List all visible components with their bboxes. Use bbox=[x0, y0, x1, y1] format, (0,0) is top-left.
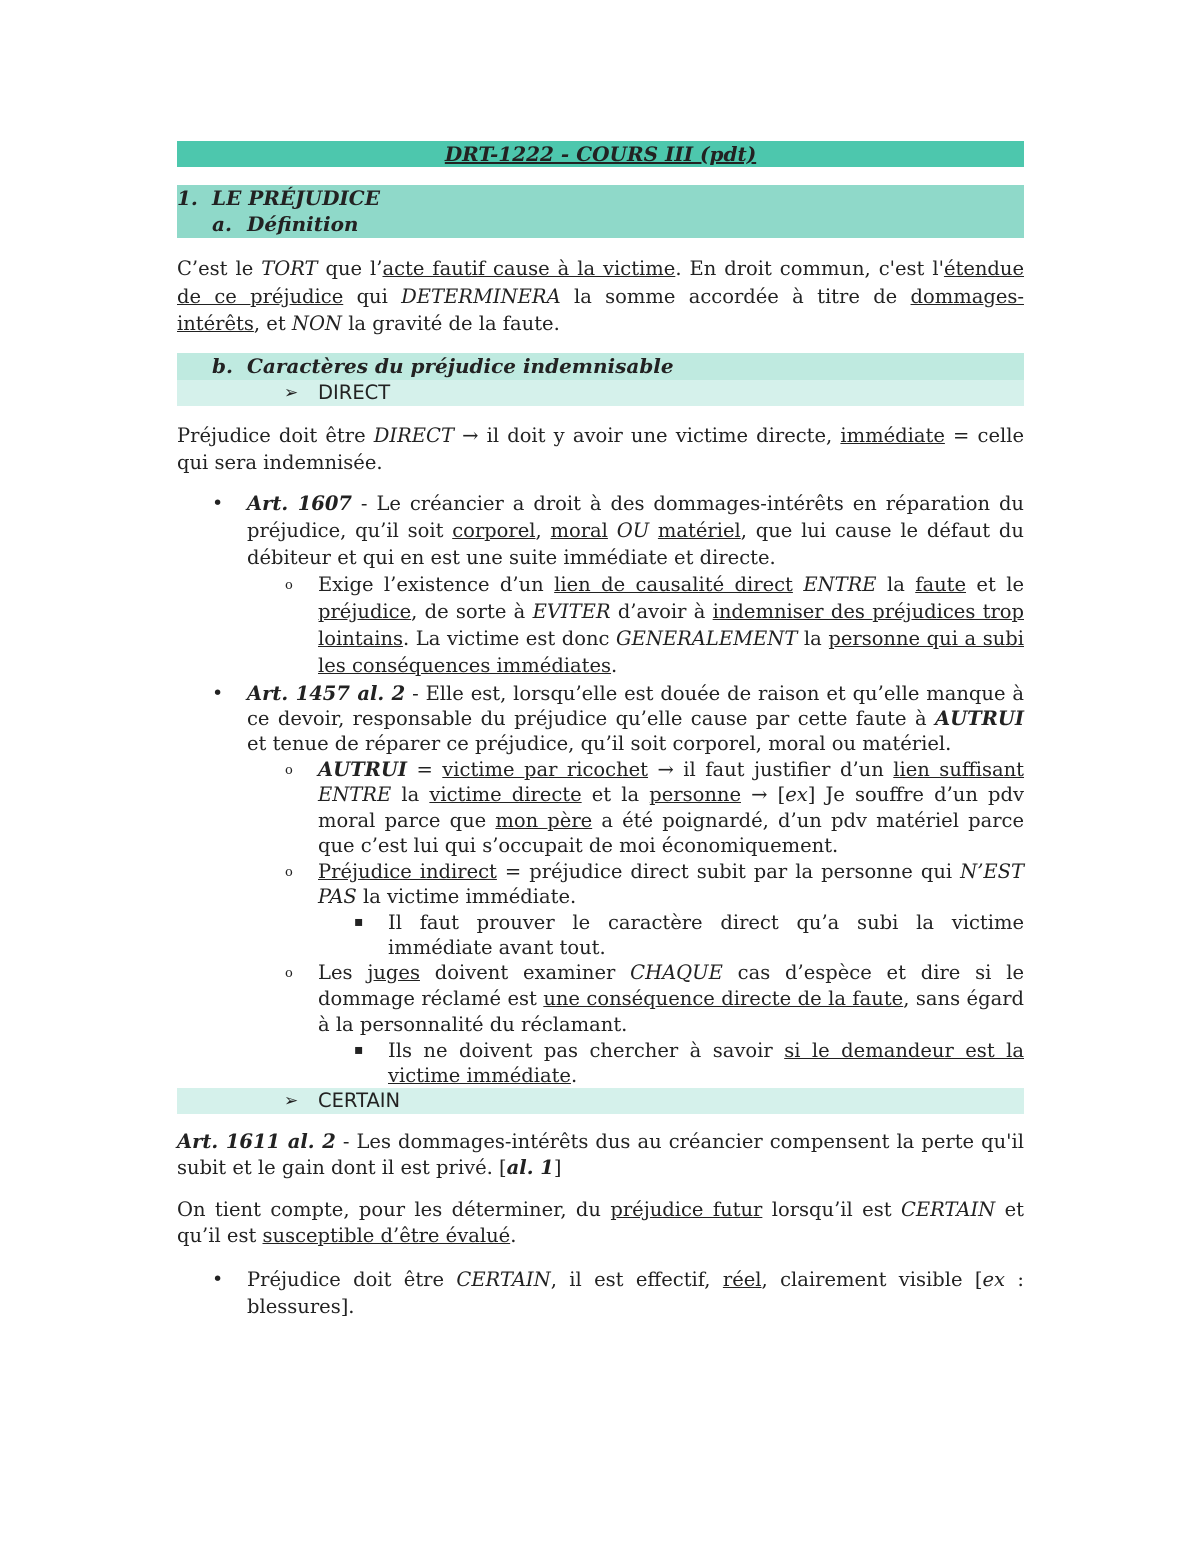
text-run: la victime immédiate. bbox=[356, 885, 577, 908]
arrow-item-label: DIRECT bbox=[318, 380, 391, 404]
text-run: ex bbox=[785, 783, 808, 806]
text-run: la gravité de la faute. bbox=[342, 312, 560, 335]
heading-1-number: 1. bbox=[177, 186, 198, 210]
arrowhead-icon: ➢ bbox=[284, 1090, 299, 1111]
arrow-item-certain bbox=[177, 1088, 1024, 1114]
square-bullet-icon: ▪ bbox=[354, 913, 364, 930]
text-run: AUTRUI bbox=[318, 757, 407, 781]
text-run: al. 1 bbox=[506, 1155, 554, 1179]
text-run: susceptible d’être évalué bbox=[262, 1223, 511, 1247]
text-run: → [ bbox=[740, 783, 786, 806]
text-run: la bbox=[797, 626, 829, 650]
text-run: , bbox=[535, 518, 551, 542]
text-run: la somme accordée à titre de bbox=[560, 284, 911, 308]
text-run: et tenue de réparer ce préjudice, qu’il soit corporel, moral ou matériel. bbox=[247, 731, 952, 755]
heading-2-label: b. bbox=[212, 353, 233, 378]
text-run: Art. 1611 al. 2 bbox=[177, 1129, 336, 1153]
bullet-art-1607 bbox=[177, 490, 1024, 571]
text-run: . bbox=[510, 1223, 517, 1247]
text-run: Il faut prouver le caractère direct qu’a subi la victime immédiate avant tout. bbox=[388, 910, 1024, 959]
text-run: , sans égard à la personnalité du réclamant. bbox=[318, 986, 1024, 1036]
text-run: doivent examiner bbox=[419, 960, 631, 984]
text-run: juges bbox=[367, 960, 420, 984]
text-run: lien de causalité direct bbox=[554, 572, 793, 596]
text-run: la bbox=[391, 783, 430, 806]
document-page bbox=[177, 141, 1024, 1320]
text-run: si le demandeur est la victime immédiate bbox=[388, 1038, 1024, 1087]
text-run: ] Je souffre d’un pdv moral parce que bbox=[318, 783, 1024, 832]
direct-paragraph bbox=[177, 422, 1024, 477]
definition-paragraph bbox=[177, 255, 1024, 338]
text-run: N’EST PAS bbox=[318, 859, 1024, 908]
text-run: et le bbox=[966, 572, 1024, 596]
text-run: : blessures]. bbox=[247, 1267, 1024, 1318]
heading-2-text: Caractères du préjudice indemnisable bbox=[247, 353, 674, 378]
text-run: Ils ne doivent pas chercher à savoir bbox=[388, 1038, 785, 1062]
text-run: mon père bbox=[495, 808, 593, 832]
art-1611-paragraph bbox=[177, 1129, 1024, 1181]
text-run: OU bbox=[607, 518, 658, 542]
text-run: , il est effectif, bbox=[550, 1267, 723, 1291]
text-run: . La victime est donc bbox=[403, 626, 617, 650]
text-run: la bbox=[876, 572, 916, 596]
text-run: Préjudice doit être bbox=[247, 1267, 457, 1291]
text-run: préjudice futur bbox=[610, 1197, 763, 1221]
text-run: lien suffisant bbox=[893, 757, 1024, 781]
text-run: , de sorte à bbox=[411, 599, 533, 623]
text-run: réel bbox=[722, 1267, 762, 1291]
text-run: d’avoir à bbox=[610, 599, 713, 623]
heading-1-text: LE PRÉJUDICE bbox=[212, 186, 380, 210]
text-run: Art. 1607 bbox=[247, 491, 352, 515]
text-run: . En droit commun, c'est l' bbox=[675, 257, 944, 280]
sub-item-juges bbox=[177, 960, 1024, 1038]
circle-bullet-icon: o bbox=[285, 762, 293, 778]
text-run: - Elle est, lorsqu’elle est douée de raison et qu’elle manque à ce devoir, responsable du préjudice qu’elle cause par cette faute à bbox=[247, 681, 1024, 730]
circle-bullet-icon: o bbox=[285, 864, 293, 880]
heading-2-label: a. bbox=[212, 212, 232, 236]
text-run: . bbox=[611, 653, 618, 677]
text-run: Exige l’existence d’un bbox=[318, 572, 555, 596]
text-run: DETERMINERA bbox=[401, 284, 561, 308]
bullet-icon: • bbox=[212, 681, 224, 704]
text-run: qui bbox=[343, 284, 402, 308]
text-run: CERTAIN bbox=[900, 1197, 996, 1221]
text-run: = préjudice direct subit par la personne qui bbox=[496, 859, 961, 883]
text-run: lorsqu’il est bbox=[762, 1197, 901, 1221]
text-run: a été poignardé, d’un pdv matériel parce que c’est lui qui s’occupait de moi économiquement. bbox=[318, 808, 1025, 857]
text-run: CERTAIN bbox=[456, 1267, 551, 1291]
text-run: ENTRE bbox=[792, 572, 877, 596]
text-run: GENERALEMENT bbox=[616, 626, 798, 650]
text-run: personne bbox=[649, 783, 741, 806]
bullet-certain bbox=[177, 1266, 1024, 1320]
text-run: ex bbox=[982, 1267, 1006, 1291]
text-run: et la bbox=[581, 783, 650, 806]
sub-sub-item-prouver bbox=[177, 910, 1024, 960]
text-run: EVITER bbox=[532, 599, 611, 623]
text-run: On tient compte, pour les déterminer, du bbox=[177, 1197, 611, 1221]
text-run: que l’ bbox=[317, 257, 383, 280]
text-run: personne qui a subi les conséquences immédiates bbox=[318, 626, 1024, 677]
sub-item-autrui bbox=[177, 757, 1024, 859]
text-run: Préjudice doit être bbox=[177, 423, 374, 447]
text-run: C’est le bbox=[177, 257, 262, 280]
sub-sub-item-chercher bbox=[177, 1038, 1024, 1088]
text-run: matériel bbox=[657, 518, 741, 542]
text-run: . bbox=[570, 1063, 578, 1087]
text-run: ENTRE bbox=[318, 783, 392, 806]
circle-bullet-icon: o bbox=[285, 965, 293, 981]
bullet-icon: • bbox=[212, 491, 224, 514]
arrow-item-label: CERTAIN bbox=[318, 1088, 401, 1112]
text-run: victime par ricochet bbox=[442, 757, 649, 781]
futur-paragraph bbox=[177, 1197, 1024, 1249]
text-run: = celle qui sera indemnisée. bbox=[177, 423, 1024, 474]
bullet-art-1457 bbox=[177, 681, 1024, 756]
heading-2-text: Définition bbox=[247, 212, 359, 236]
text-run: moral bbox=[550, 518, 608, 542]
text-run: , clairement visible [ bbox=[761, 1267, 983, 1291]
text-run: ] bbox=[553, 1155, 562, 1179]
square-bullet-icon: ▪ bbox=[354, 1041, 364, 1058]
text-run: → il faut justifier d’un bbox=[648, 757, 894, 781]
text-run: CHAQUE bbox=[630, 960, 723, 984]
document-title: DRT-1222 - COURS III (pdt) bbox=[177, 141, 1024, 167]
text-run: indemniser des préjudices trop lointains bbox=[318, 599, 1025, 650]
text-run: Les bbox=[318, 960, 368, 984]
text-run: corporel bbox=[452, 518, 536, 542]
text-run: AUTRUI bbox=[935, 706, 1024, 730]
text-run: TORT bbox=[261, 257, 318, 280]
text-run: = bbox=[406, 757, 443, 781]
text-run: victime directe bbox=[429, 783, 582, 806]
text-run: NON bbox=[291, 312, 342, 335]
bullet-icon: • bbox=[212, 1267, 224, 1290]
text-run: , et bbox=[253, 312, 292, 335]
text-run: Art. 1457 al. 2 bbox=[247, 681, 406, 705]
text-run: dommages-intérêts bbox=[177, 284, 1024, 335]
text-run: - Les dommages-intérêts dus au créancier compensent la perte qu'il subit et le gain dont il est privé. [ bbox=[177, 1129, 1024, 1179]
arrow-item-direct bbox=[177, 380, 1024, 406]
sub-item-exige bbox=[177, 571, 1024, 679]
circle-bullet-icon: o bbox=[285, 577, 293, 593]
text-run: une conséquence directe de la faute bbox=[543, 986, 904, 1010]
heading-1 bbox=[177, 185, 1024, 211]
text-run: et qu’il est bbox=[177, 1197, 1024, 1247]
heading-2-caracteres bbox=[177, 353, 1024, 380]
text-run: faute bbox=[915, 572, 967, 596]
text-run: immédiate bbox=[840, 423, 945, 447]
text-run: - Le créancier a droit à des dommages-intérêts en réparation du préjudice, qu’il soit bbox=[247, 491, 1024, 542]
heading-2-definition bbox=[177, 211, 1024, 238]
text-run: il doit y avoir une victime directe, bbox=[478, 423, 841, 447]
text-run: DIRECT → bbox=[373, 423, 479, 447]
sub-item-indirect bbox=[177, 859, 1024, 910]
text-run: préjudice bbox=[318, 599, 412, 623]
arrowhead-icon: ➢ bbox=[284, 382, 299, 403]
text-run: cas d’espèce et dire si le dommage réclamé est bbox=[318, 960, 1024, 1010]
text-run: , que lui cause le défaut du débiteur et qui en est une suite immédiate et directe. bbox=[247, 518, 1024, 569]
text-run: étendue de ce préjudice bbox=[177, 257, 1024, 308]
text-run: acte fautif cause à la victime bbox=[382, 257, 676, 280]
text-run: Préjudice indirect bbox=[318, 859, 497, 883]
